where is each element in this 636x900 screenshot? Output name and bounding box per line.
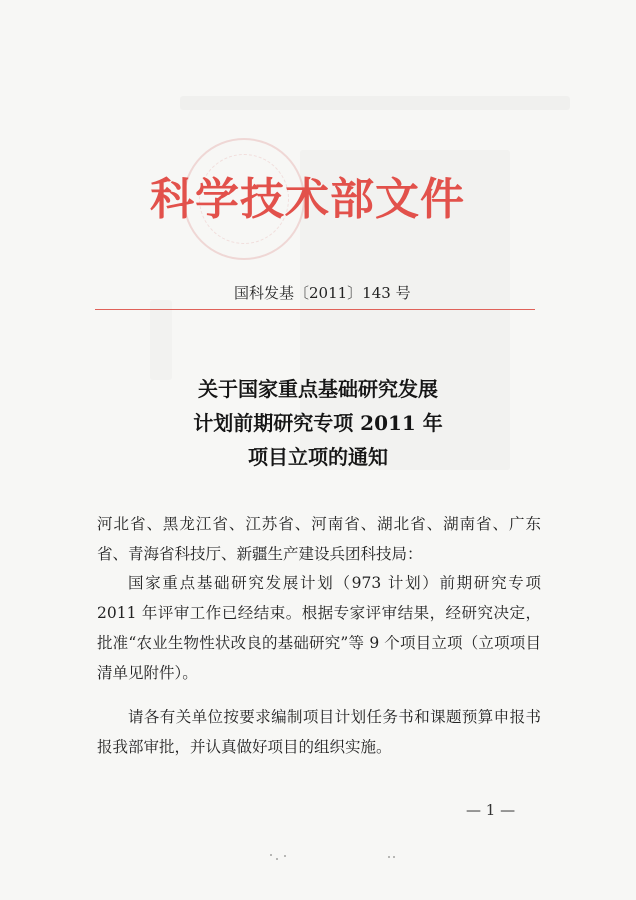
document-number: 国科发基〔2011〕143 号 (234, 284, 411, 302)
scan-specks (270, 852, 400, 862)
notice-title (90, 372, 546, 474)
masthead-divider (95, 309, 535, 310)
body-paragraph: 请各有关单位按要求编制项目计划任务书和课题预算申报书报我部审批，并认真做好项目的组织实施。 (97, 708, 541, 756)
show-through-shadow (150, 300, 172, 380)
recipients-list: 河北省、黑龙江省、江苏省、河南省、湖北省、湖南省、广东省、青海省科技厅、新疆生产建设兵团科技局： (97, 515, 541, 563)
title-line: 关于国家重点基础研究发展 (198, 377, 438, 401)
document-masthead: 科学技术部文件 (150, 174, 465, 225)
title-line: 计划前期研究专项 2011 年 (193, 411, 443, 435)
show-through-shadow (180, 96, 570, 110)
body-paragraph: 国家重点基础研究发展计划（973 计划）前期研究专项 2011 年评审工作已经结束。根据专家评审结果，经研究决定，批准“农业生物性状改良的基础研究”等 9 个项目立项（立项项目清单见附件）。 (97, 574, 541, 682)
page-number: — 1 — (466, 801, 516, 819)
title-line: 项目立项的通知 (248, 445, 388, 469)
